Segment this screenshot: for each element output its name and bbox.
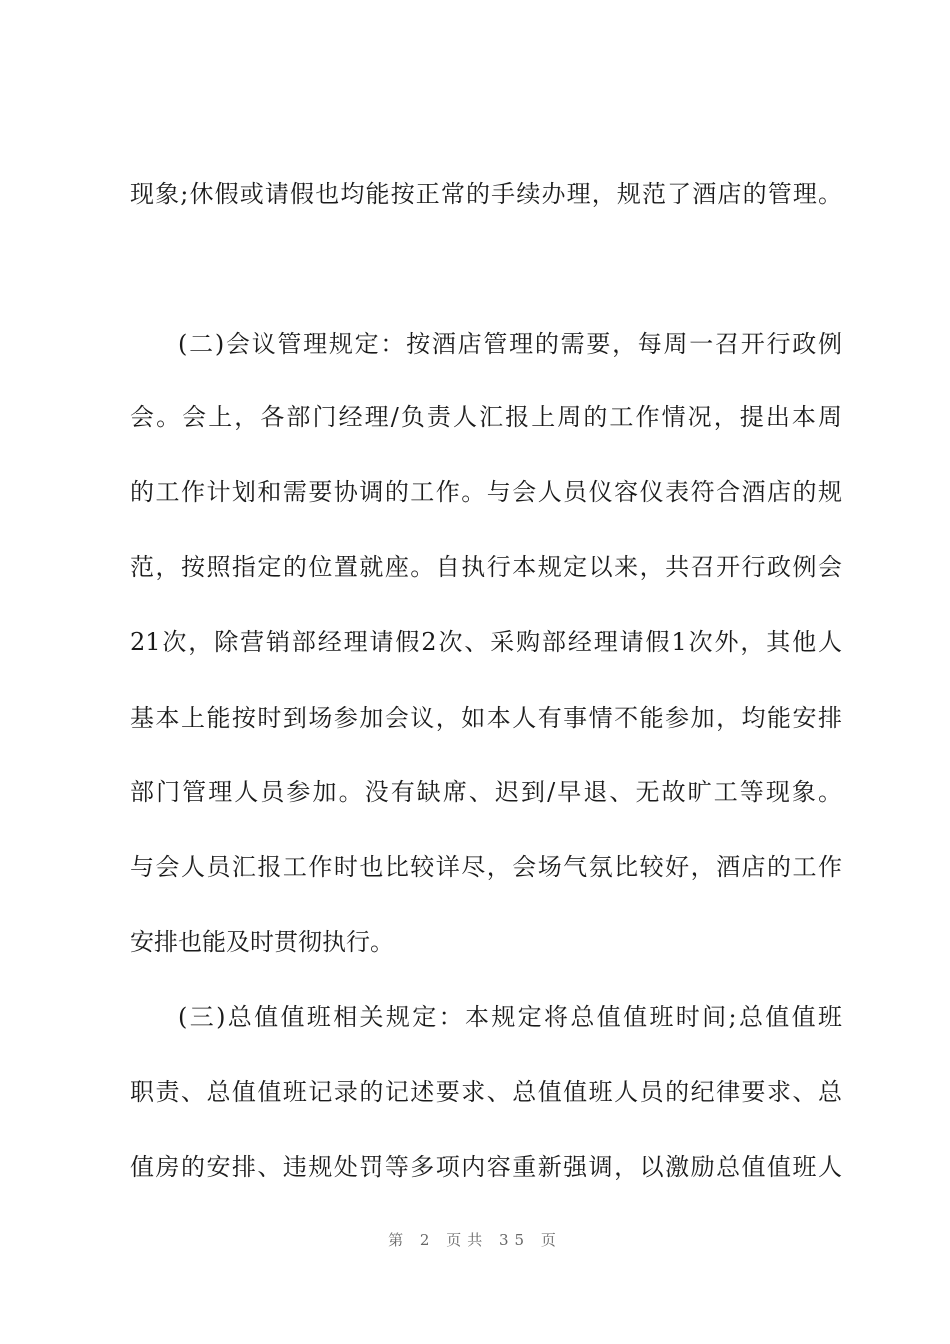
paragraph-line: 与会人员汇报工作时也比较详尽，会场气氛比较好，酒店的工作	[130, 853, 842, 881]
paragraph-line: 职责、总值值班记录的记述要求、总值值班人员的纪律要求、总	[130, 1078, 842, 1106]
paragraph-line: 部门管理人员参加。没有缺席、迟到/早退、无故旷工等现象。	[130, 778, 842, 806]
paragraph-line: 21次，除营销部经理请假2次、采购部经理请假1次外，其他人	[130, 628, 842, 656]
section-heading-line: (三)总值值班相关规定：本规定将总值值班时间;总值值班	[178, 1003, 842, 1031]
paragraph-line: 范，按照指定的位置就座。自执行本规定以来，共召开行政例会	[130, 553, 842, 581]
paragraph-line: 的工作计划和需要协调的工作。与会人员仪容仪表符合酒店的规	[130, 478, 842, 506]
paragraph-line: 会。会上，各部门经理/负责人汇报上周的工作情况，提出本周	[130, 403, 842, 431]
section-heading-line: (二)会议管理规定：按酒店管理的需要，每周一召开行政例	[178, 330, 842, 358]
paragraph-line: 值房的安排、违规处罚等多项内容重新强调，以激励总值值班人	[130, 1153, 842, 1181]
paragraph-line: 现象;休假或请假也均能按正常的手续办理，规范了酒店的管理。	[130, 180, 842, 208]
paragraph-line: 基本上能按时到场参加会议，如本人有事情不能参加，均能安排	[130, 704, 842, 732]
paragraph-line: 安排也能及时贯彻执行。	[130, 928, 394, 956]
page-number-footer: 第 2 页共 35 页	[388, 1231, 562, 1249]
